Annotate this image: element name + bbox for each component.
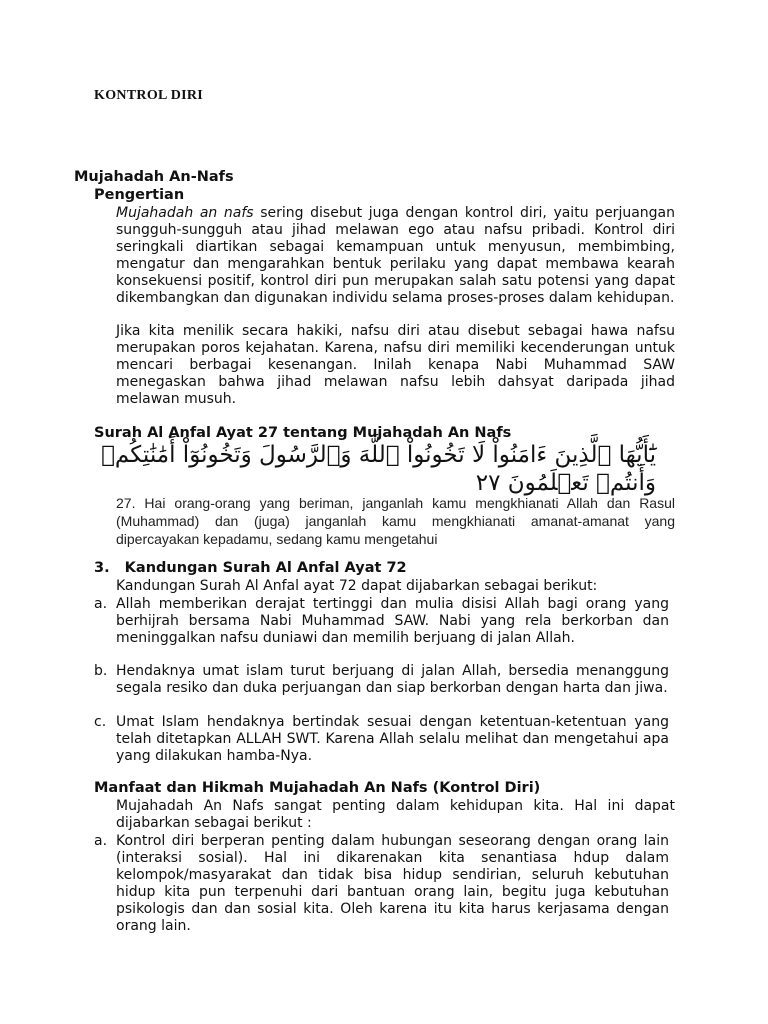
- surah-heading: Surah Al Anfal Ayat 27 tentang Mujahadah An Nafs: [94, 425, 512, 441]
- kandungan-intro: Kandungan Surah Al Anfal ayat 72 dapat dijabarkan sebagai berikut:: [116, 578, 598, 594]
- list-marker: a.: [94, 833, 108, 849]
- list-item-text: Hendaknya umat islam turut berjuang di jalan Allah, bersedia menanggung segala resiko dan duka perjuangan dan siap berkorban dengan harta dan jiwa.: [116, 663, 669, 697]
- subheading-pengertian: Pengertian: [94, 187, 185, 203]
- section-number: 3.: [94, 560, 110, 576]
- arabic-verse-line-2: وَأَنتُمۡ تَعۡلَمُونَ ٢٧: [475, 470, 656, 496]
- kandungan-heading: [94, 560, 407, 576]
- manfaat-heading: Manfaat dan Hikmah Mujahadah An Nafs (Kontrol Diri): [94, 780, 541, 796]
- list-marker: c.: [94, 714, 107, 730]
- arabic-verse-line-1: يَٰٓأَيُّهَا ٱلَّذِينَ ءَامَنُواْ لَا تَخُونُواْ ٱللَّهَ وَٱلرَّسُولَ وَتَخُونُوٓاْ أَمَٰنَٰتِكُمۡ: [101, 442, 656, 468]
- document-title: KONTROL DIRI: [94, 88, 204, 103]
- italic-term: Mujahadah an nafs: [116, 205, 254, 221]
- paragraph-text: Jika kita menilik secara hakiki, nafsu diri atau disebut sebagai hawa nafsu merupakan poros kejahatan. Karena, nafsu diri memiliki kecenderungan untuk mencari berbagai kesenangan. Inilah kenapa Nabi Muhammad SAW menegaskan bahwa jihad melawan nafsu lebih dahsyat daripada jihad melawan musuh.: [116, 323, 675, 408]
- list-item-text: Umat Islam hendaknya bertindak sesuai dengan ketentuan-ketentuan yang telah ditetapkan ALLAH SWT. Karena Allah selalu melihat dan mengetahui apa yang dilakukan hamba-Nya.: [116, 714, 669, 765]
- list-item-text: Allah memberikan derajat tertinggi dan mulia disisi Allah bagi orang yang berhijrah bersama Nabi Muhammad SAW. Nabi yang rela berkorban dan meninggalkan nafsu duniawi dan memilih berjuang di jalan Allah.: [116, 596, 669, 647]
- list-marker: a.: [94, 596, 108, 612]
- verse-translation: 27. Hai orang-orang yang beriman, janganlah kamu mengkhianati Allah dan Rasul (Muhammad) dan (juga) janganlah kamu mengkhianati amanat-amanat yang dipercayakan kepadamu, sedang kamu mengetahui: [116, 495, 675, 547]
- section-heading-mujahadah: Mujahadah An-Nafs: [74, 169, 234, 185]
- paragraph-text: sering disebut juga dengan kontrol diri, yaitu perjuangan sungguh-sungguh atau jihad melawan ego atau nafsu pribadi. Kontrol diri seringkali diartikan sebagai kemampuan untuk menyusun, membimbing, mengatur dan mengarahkan bentuk perilaku yang dapat membawa kearah konsekuensi positif, kontrol diri pun merupakan salah satu potensi yang dapat dikembangkan dan digunakan individu selama proses-proses dalam kehidupan.: [116, 205, 675, 307]
- manfaat-intro: Mujahadah An Nafs sangat penting dalam kehidupan kita. Hal ini dapat dijabarkan sebagai berikut :: [116, 798, 675, 832]
- list-item-text: Kontrol diri berperan penting dalam hubungan seseorang dengan orang lain (interaksi sosial). Hal ini dikarenakan kita senantiasa hdup dalam kelompok/masyarakat dan tidak bisa hidup sendirian, seluruh kebutuhan hidup kita pun terpenuhi dari bantuan orang lain, begitu juga kebutuhan psikologis dan dan sosial kita. Oleh karena itu kita harus kerjasama dengan orang lain.: [116, 833, 669, 935]
- paragraph-pengertian: [116, 205, 675, 308]
- paragraph-hakiki: [116, 323, 675, 408]
- kandungan-title: Kandungan Surah Al Anfal Ayat 72: [124, 560, 407, 576]
- list-marker: b.: [94, 663, 108, 679]
